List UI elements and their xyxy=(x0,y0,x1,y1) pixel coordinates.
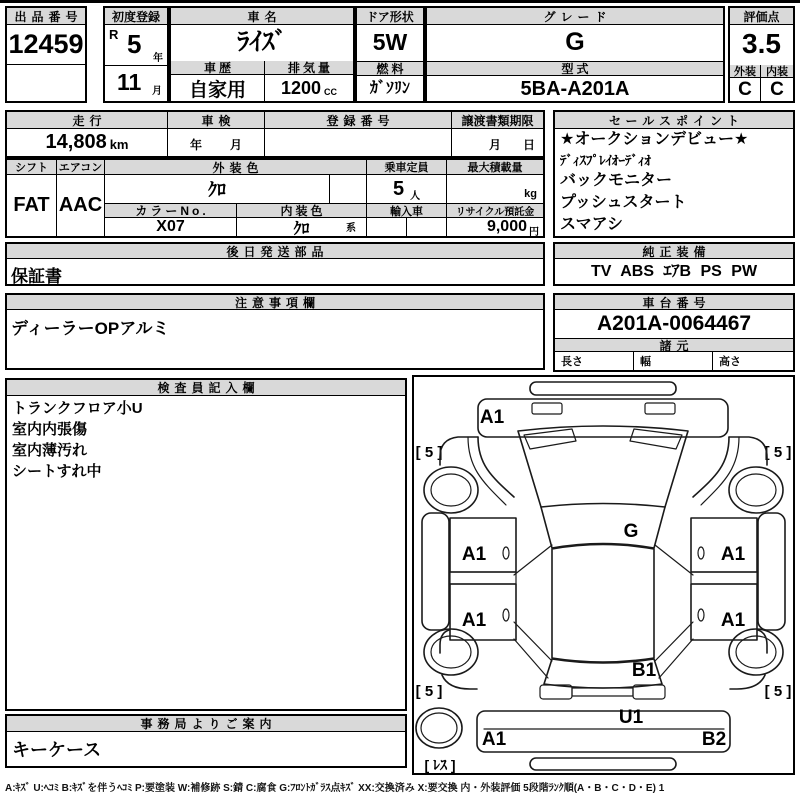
right-a-pillar-inner xyxy=(701,437,739,505)
exterior-value: C xyxy=(730,78,761,101)
door-shape-value: 5W xyxy=(357,25,423,62)
notes-value: ディーラーOPアルミ xyxy=(11,319,170,338)
spare-tire-inner xyxy=(421,713,457,743)
color-no-value: X07 xyxy=(105,218,237,236)
sales-point-item: バックモニター xyxy=(560,172,673,189)
headlight-left xyxy=(532,403,562,414)
left-a-pillar-inner xyxy=(468,437,506,505)
diagram-label-rear-gate: U1 xyxy=(618,707,644,728)
registration-month: 11 xyxy=(117,69,142,95)
capacity-value: 5 xyxy=(392,177,405,200)
mileage-unit: km xyxy=(109,137,129,152)
score-box xyxy=(728,6,795,103)
specs-label: 諸元 xyxy=(555,339,793,352)
exterior-label: 外装 xyxy=(730,65,761,78)
inspection-value-cell xyxy=(168,129,265,156)
left-a-pillar xyxy=(478,437,514,497)
sales-points-label: セールスポイント xyxy=(555,112,793,129)
sales-point-item: ★オークションデビュー★ xyxy=(560,131,749,148)
right-c-pillar xyxy=(655,622,693,678)
notes-label: 注意事項欄 xyxy=(7,295,543,310)
grade-label: グレード xyxy=(427,8,723,25)
front-right-wheel-inner xyxy=(736,474,776,506)
diagram-label-rear-window: B1 xyxy=(631,660,657,681)
exterior-color-label: 外装色 xyxy=(105,160,367,175)
right-door-band xyxy=(691,572,757,584)
registration-month-cell xyxy=(105,66,167,100)
exterior-color-value: ｸﾛ xyxy=(105,175,330,204)
recycle-unit: 円 xyxy=(529,226,539,238)
year-unit: 年 xyxy=(153,53,163,64)
equipment-value: TV ABS ｴｱB PS PW xyxy=(590,263,758,280)
mileage-value: 14,808 xyxy=(45,131,107,153)
transfer-deadline-cell xyxy=(452,129,543,156)
transfer-day-unit: 日 xyxy=(522,138,535,152)
lot-number-label: 出品番号 xyxy=(7,8,85,25)
notes-box xyxy=(5,293,545,370)
interior-color-label: 内装色 xyxy=(237,204,367,218)
diagram-label-front-left-tire: [ 5 ] xyxy=(415,444,443,461)
registration-year-cell xyxy=(105,25,167,66)
inspector-notes-box xyxy=(5,378,407,711)
mileage-value-cell xyxy=(7,129,168,156)
right-sill xyxy=(758,513,785,630)
interior-value: C xyxy=(770,78,784,100)
rear-left-fender xyxy=(440,630,477,689)
rear-bumper xyxy=(530,758,676,770)
left-c-pillar xyxy=(514,622,552,678)
inspection-label: 車検 xyxy=(168,112,265,129)
model-code-value: 5BA-A201A xyxy=(520,78,630,100)
interior-color-value-cell xyxy=(237,218,367,236)
recycle-value: 9,000 xyxy=(486,218,527,235)
diagram-label-front-right-tire: [ 5 ] xyxy=(764,444,792,461)
max-load-value-cell xyxy=(447,175,543,204)
diagram-label-rear-left-tire: [ 5 ] xyxy=(415,683,443,700)
car-top-view xyxy=(414,377,793,773)
fuel-value: ｶﾞｿﾘﾝ xyxy=(369,80,410,97)
right-a-pillar xyxy=(693,437,729,497)
roof xyxy=(552,545,654,663)
taillight-bar xyxy=(572,688,633,696)
rear-right-fender xyxy=(730,630,767,689)
office-info-box xyxy=(5,714,407,768)
diagram-label-hood: A1 xyxy=(479,407,505,428)
sales-point-item: ﾃﾞｨｽﾌﾟﾚｲｵｰﾃﾞｨｵ xyxy=(560,153,651,168)
model-code-label: 型式 xyxy=(427,62,723,76)
max-load-unit: kg xyxy=(524,188,537,200)
inspector-note-item: 室内薄汚れ xyxy=(12,442,88,459)
era-code: R xyxy=(109,27,119,42)
height-label: 高さ xyxy=(719,355,741,368)
first-registration-label: 初度登録 xyxy=(105,8,167,25)
wheels xyxy=(424,467,783,675)
front-left-door-handle xyxy=(503,547,509,559)
capacity-unit: 人 xyxy=(410,190,421,202)
month-unit: 月 xyxy=(152,86,162,97)
mileage-label: 走行 xyxy=(7,112,168,129)
wiper-left xyxy=(524,429,576,449)
equipment-label: 純正装備 xyxy=(555,244,793,259)
chassis-label: 車台番号 xyxy=(555,295,793,310)
inspector-note-item: 室内内張傷 xyxy=(12,421,88,438)
office-info-value: キーケース xyxy=(12,740,102,760)
chassis-value: A201A-0064467 xyxy=(555,310,793,339)
displacement-label: 排気量 xyxy=(265,61,353,75)
car-name-value: ﾗｲｽﾞ xyxy=(171,25,353,62)
rear-left-door-handle xyxy=(503,609,509,621)
inspector-notes-label: 検査員記入欄 xyxy=(7,380,405,396)
later-parts-value: 保証書 xyxy=(11,267,62,286)
registration-year: 5 xyxy=(127,29,142,59)
transfer-month-unit: 月 xyxy=(488,138,501,152)
history-label: 車歴 xyxy=(171,61,265,75)
door-shape-label: ドア形状 xyxy=(357,8,423,25)
top-border-bar xyxy=(0,0,800,3)
front-bumper xyxy=(530,382,676,395)
registration-number-value xyxy=(265,129,452,156)
shift-value: FAT xyxy=(7,175,57,236)
recycle-value-cell xyxy=(447,218,543,236)
score-value: 3.5 xyxy=(730,25,793,66)
diagram-label-rear-panel-right: B2 xyxy=(701,729,727,750)
front-right-door-handle xyxy=(698,547,704,559)
aircon-value: AAC xyxy=(57,175,105,236)
capacity-label: 乗車定員 xyxy=(367,160,447,175)
office-info-label: 事務局よりご案内 xyxy=(7,716,405,732)
sales-point-item: スマアシ xyxy=(560,216,624,233)
inspector-note-item: シートすれ中 xyxy=(12,463,102,480)
color-no-label: カラーNo. xyxy=(105,204,237,218)
first-registration-box xyxy=(103,6,169,103)
import-label: 輸入車 xyxy=(367,204,447,218)
diagram-label-spare-tire: [ ﾚｽ ] xyxy=(424,757,456,773)
import-value-right xyxy=(407,218,447,236)
spare-tire xyxy=(416,708,462,748)
import-value-left xyxy=(367,218,407,236)
later-parts-box xyxy=(5,242,545,286)
inspector-note-item: トランクフロア小U xyxy=(12,400,143,417)
length-label: 長さ xyxy=(555,351,634,370)
displacement-value: 1200 xyxy=(280,77,322,98)
spec-table xyxy=(5,158,545,238)
interior-color-value: ｸﾛ xyxy=(293,220,310,238)
rear-hatch xyxy=(477,711,730,752)
capacity-value-cell xyxy=(367,175,447,204)
score-label: 評価点 xyxy=(730,8,793,25)
car-name-label: 車名 xyxy=(171,8,353,25)
car-name-box xyxy=(169,6,355,103)
left-sill xyxy=(422,513,449,630)
wiper-right xyxy=(630,429,682,449)
sales-points-box xyxy=(553,110,795,238)
registration-number-label: 登録番号 xyxy=(265,112,452,129)
damage-diagram-box xyxy=(412,375,795,775)
recycle-label: リサイクル預託金 xyxy=(447,204,543,218)
displacement-unit: CC xyxy=(324,87,338,97)
grade-box xyxy=(425,6,725,103)
hood xyxy=(478,399,728,437)
grade-value: G xyxy=(427,25,723,62)
width-label: 幅 xyxy=(634,351,713,370)
lot-number-value: 12459 xyxy=(7,25,85,65)
chassis-box xyxy=(553,293,795,372)
windshield xyxy=(518,426,688,507)
cowl-band xyxy=(541,507,665,548)
lot-number-box xyxy=(5,6,87,103)
history-value: 自家用 xyxy=(171,75,265,101)
diagram-label-rear-left-door: A1 xyxy=(461,610,487,631)
aircon-label: エアコン xyxy=(57,160,105,175)
fuel-label: 燃料 xyxy=(357,62,423,76)
diagram-label-front-right-door: A1 xyxy=(720,544,746,565)
equipment-box xyxy=(553,242,795,286)
inspection-month-unit: 月 xyxy=(230,138,243,152)
displacement-value-cell xyxy=(265,75,353,101)
interior-color-suffix: 系 xyxy=(346,223,356,234)
front-left-wheel-inner xyxy=(431,474,471,506)
transfer-deadline-label: 譲渡書類期限 xyxy=(452,112,543,129)
inspection-year-unit: 年 xyxy=(189,138,202,152)
later-parts-label: 後日発送部品 xyxy=(7,244,543,259)
right-b-pillar xyxy=(655,545,693,575)
interior-label: 内装 xyxy=(761,65,793,78)
diagram-label-rear-right-tire: [ 5 ] xyxy=(764,683,792,700)
max-load-label: 最大積載量 xyxy=(447,160,543,175)
diagram-label-front-left-door: A1 xyxy=(461,544,487,565)
headlight-right xyxy=(645,403,675,414)
usage-table xyxy=(5,110,545,158)
legend: A:ｷｽﾞ U:ﾍｺﾐ B:ｷｽﾞを伴うﾍｺﾐ P:要塗装 W:補修跡 S:錆 C:腐食 G:ﾌﾛﾝﾄｶﾞﾗｽ点ｷｽﾞ XX:交換済み X:要交換 内・外装評価 5段階ﾗﾝｸ順(A・B・C・D・E) 1 xyxy=(5,783,665,794)
diagram-label-rear-right-door: A1 xyxy=(720,610,746,631)
shift-label: シフト xyxy=(7,160,57,175)
sales-point-item: プッシュスタート xyxy=(560,194,687,211)
door-shape-box xyxy=(355,6,425,103)
left-door-band xyxy=(450,572,516,584)
left-b-pillar xyxy=(514,545,552,575)
diagram-label-rear-panel-left: A1 xyxy=(481,729,507,750)
exterior-color-extra-cell xyxy=(330,175,367,204)
diagram-label-windshield: G xyxy=(623,521,639,542)
rear-right-door-handle xyxy=(698,609,704,621)
